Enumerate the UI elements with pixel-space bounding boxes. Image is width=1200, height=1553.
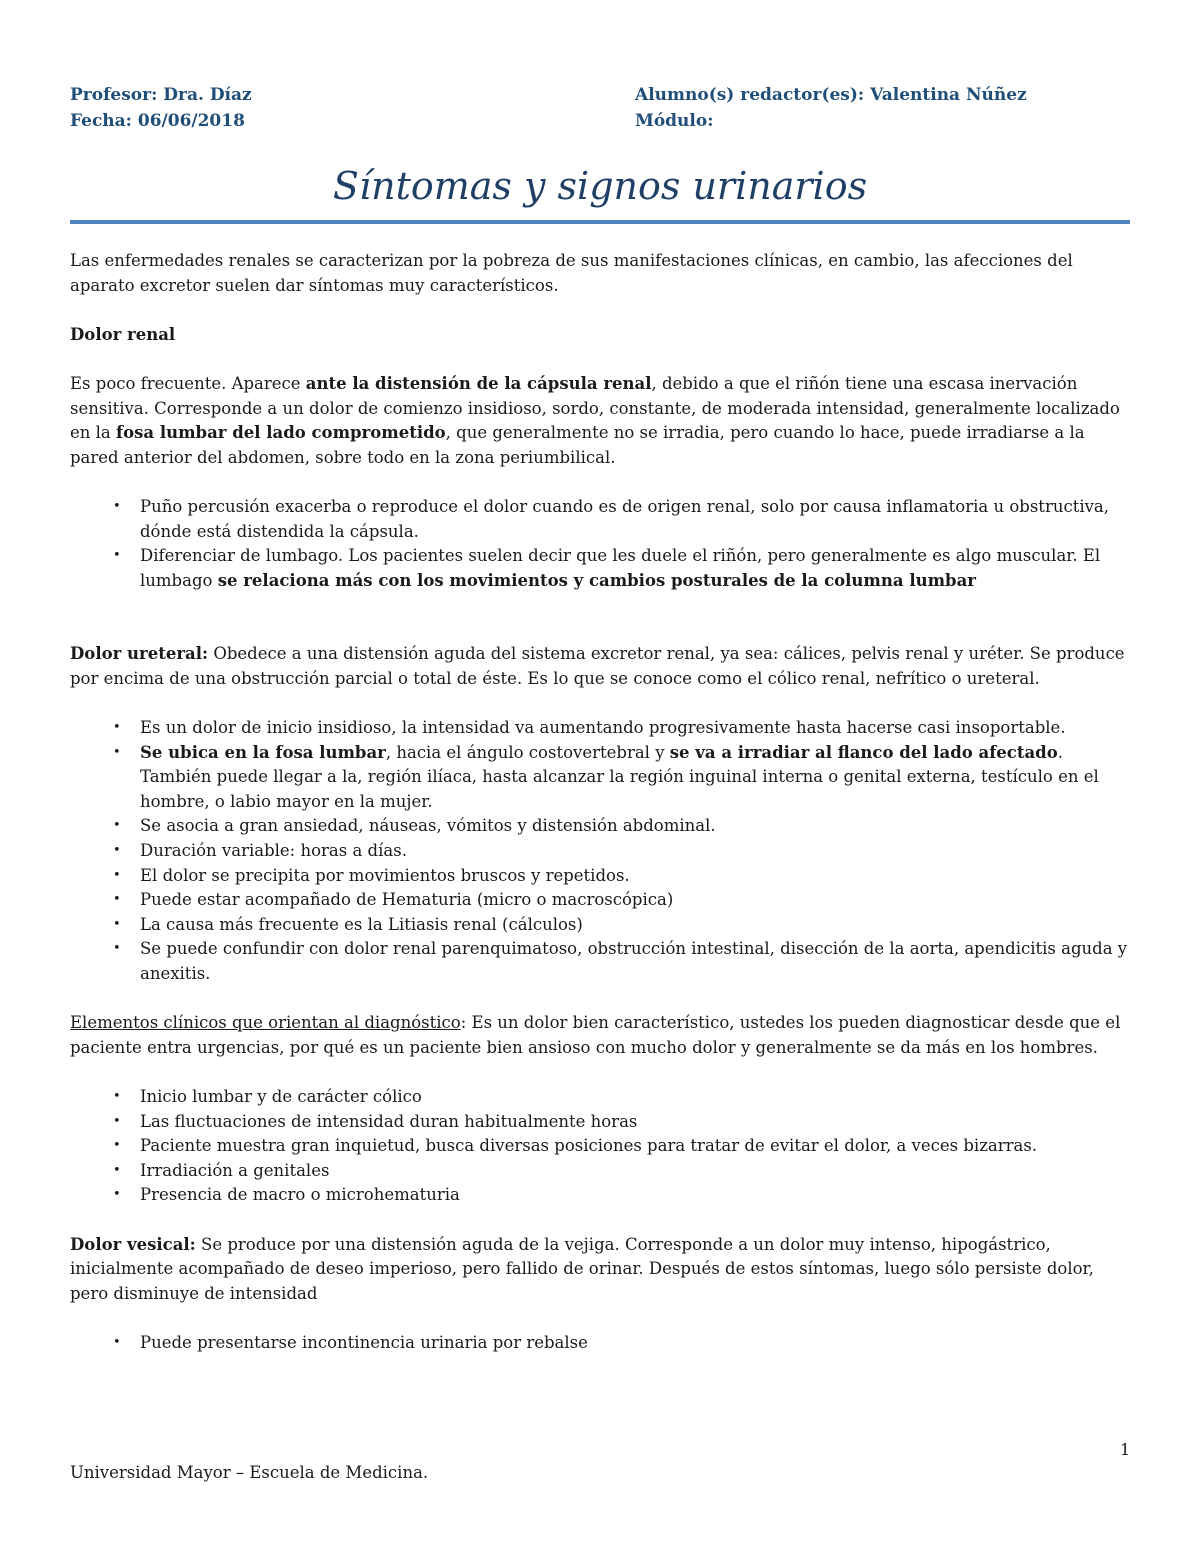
header-right: [635, 82, 1027, 134]
renal-paragraph: Es poco frecuente. Aparece ante la distensión de la cápsula renal, debido a que el riñón tiene una escasa inervación sensitiva. Corresponde a un dolor de comienzo insidioso, sordo, constante, de moderada intensidad, generalmente localizado en la fosa lumbar del lado comprometido, que generalmente no se irradia, pero cuando lo hace, puede irradiarse a la pared anterior del abdomen, sobre todo en la zona periumbilical.: [70, 373, 1120, 467]
vesical-paragraph: Dolor vesical: Se produce por una distensión aguda de la vejiga. Corresponde a un dolor muy intenso, hipogástrico, inicialmente acompañado de deseo imperioso, pero fallido de orinar. Después de estos síntomas, luego sólo persiste dolor, pero disminuye de intensidad: [70, 1234, 1094, 1303]
bullet-icon: •: [113, 843, 121, 859]
page-footer: Universidad Mayor – Escuela de Medicina.: [70, 1463, 429, 1482]
list-item: • Se asocia a gran ansiedad, náuseas, vómitos y distensión abdominal.: [70, 814, 1135, 839]
section-heading-renal: Dolor renal: [70, 324, 176, 344]
list-item: • La causa más frecuente es la Litiasis renal (cálculos): [70, 913, 1135, 938]
renal-bullet-list: [70, 495, 1135, 593]
list-item: • Se puede confundir con dolor renal parenquimatoso, obstrucción intestinal, disección de la aorta, apendicitis aguda y anexitis.: [113, 939, 1128, 984]
bullet-icon: •: [113, 1162, 121, 1178]
bullet-icon: •: [113, 892, 121, 908]
list-item: • Presencia de macro o microhematuria: [70, 1183, 1135, 1208]
fecha-label: Fecha: 06/06/2018: [70, 111, 245, 131]
list-item: • Las fluctuaciones de intensidad duran habitualmente horas: [70, 1110, 1135, 1135]
bullet-icon: •: [113, 818, 121, 834]
page-title: Síntomas y signos urinarios: [332, 164, 868, 208]
list-item: • Duración variable: horas a días.: [70, 839, 1135, 864]
header-left: [70, 82, 252, 134]
bullet-icon: •: [113, 1334, 121, 1350]
bullet-icon: •: [113, 498, 121, 514]
bullet-icon: •: [113, 548, 121, 564]
bullet-icon: •: [113, 1187, 121, 1203]
bullet-icon: •: [113, 867, 121, 883]
list-item: • Diferenciar de lumbago. Los pacientes suelen decir que les duele el riñón, pero generalmente es algo muscular. El lumbago se relaciona más con los movimientos y cambios posturales de la columna lumbar: [113, 546, 1101, 590]
list-item: • Inicio lumbar y de carácter cólico: [70, 1085, 1135, 1110]
elementos-bullet-list: [70, 1085, 1135, 1208]
bullet-icon: •: [113, 1138, 121, 1154]
list-item: • Puede presentarse incontinencia urinaria por rebalse: [70, 1331, 1135, 1356]
vesical-bullet-list: [70, 1331, 1135, 1356]
elementos-paragraph: Elementos clínicos que orientan al diagnóstico: Es un dolor bien característico, ustedes los pueden diagnosticar desde que el paciente entra urgencias, por qué es un paciente bien ansioso con mucho dolor y generalmente se da más en los hombres.: [70, 1013, 1121, 1057]
list-item: • Irradiación a genitales: [70, 1159, 1135, 1184]
list-item: • Paciente muestra gran inquietud, busca diversas posiciones para tratar de evitar el dolor, a veces bizarras.: [70, 1134, 1135, 1159]
list-item: • Se ubica en la fosa lumbar, hacia el ángulo costovertebral y se va a irradiar al flanco del lado afectado. También puede llegar a la, región ilíaca, hasta alcanzar la región inguinal interna o genital externa, testículo en el hombre, o labio mayor en la mujer.: [113, 742, 1099, 811]
alumno-label: Alumno(s) redactor(es): Valentina Núñez: [635, 85, 1027, 105]
list-item: • El dolor se precipita por movimientos bruscos y repetidos.: [70, 864, 1135, 889]
page-number: 1: [1120, 1440, 1131, 1459]
bullet-icon: •: [113, 916, 121, 932]
profesor-label: Profesor: Dra. Díaz: [70, 85, 252, 105]
bullet-icon: •: [113, 744, 121, 760]
ureteral-paragraph: Dolor ureteral: Obedece a una distensión aguda del sistema excretor renal, ya sea: cálices, pelvis renal y uréter. Se produce por encima de una obstrucción parcial o total de éste. Es lo que se conoce como el cólico renal, nefrítico o ureteral.: [70, 644, 1125, 688]
document-body: [70, 249, 1135, 1356]
bullet-icon: •: [113, 1113, 121, 1129]
modulo-label: Módulo:: [635, 111, 714, 131]
title-underline: [70, 220, 1130, 224]
intro-paragraph: Las enfermedades renales se caracterizan por la pobreza de sus manifestaciones clínicas, en cambio, las afecciones del aparato excretor suelen dar síntomas muy característicos.: [70, 251, 1073, 295]
list-item: • Puño percusión exacerba o reproduce el dolor cuando es de origen renal, solo por causa inflamatoria u obstructiva, dónde está distendida la cápsula.: [113, 496, 1110, 541]
list-item: • Puede estar acompañado de Hematuria (micro o macroscópica): [70, 888, 1135, 913]
list-item: • Es un dolor de inicio insidioso, la intensidad va aumentando progresivamente hasta hacerse casi insoportable.: [70, 716, 1135, 741]
ureteral-bullet-list: [70, 716, 1135, 987]
bullet-icon: •: [113, 941, 121, 957]
bullet-icon: •: [113, 720, 121, 736]
bullet-icon: •: [113, 1089, 121, 1104]
